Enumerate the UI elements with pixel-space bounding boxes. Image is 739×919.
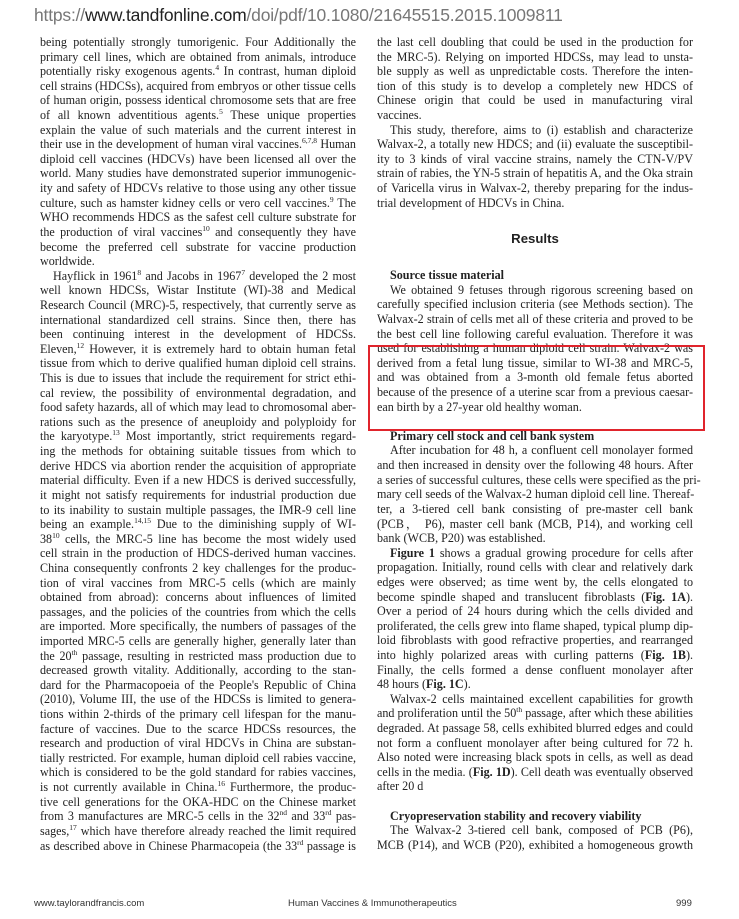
text-line: dard for the Pharmacopoeia of the People's Republic of China bbox=[40, 677, 356, 692]
text-line: obtained from abroad): concerns about influences of limited bbox=[40, 590, 356, 605]
text-line: After incubation for 48 h, a confluent cell monolayer formed bbox=[390, 443, 693, 458]
citation-superscript: 5 bbox=[219, 107, 223, 117]
text-line: of all known adventitious agents.$^5$ These unique properties bbox=[40, 107, 356, 123]
citation-superscript: 12 bbox=[76, 340, 85, 350]
text-line: Finally, the cells formed a dense confluent monolayer after bbox=[377, 662, 693, 677]
text-line: the MRC-5). Relying on imported HDCSs, may lead to unsta- bbox=[377, 49, 693, 64]
citation-superscript: 10 bbox=[202, 223, 210, 233]
figure-reference[interactable]: Fig. 1D bbox=[472, 764, 511, 779]
text-line: degraded. At passage 58, cells exhibited blurred edges and could bbox=[377, 721, 693, 736]
text-line: tion of viral vaccines from MRC-5 cells (which are mainly bbox=[40, 575, 356, 590]
citation-superscript: 7 bbox=[241, 267, 246, 277]
text-line: We obtained 9 fetuses through rigorous screening based on bbox=[390, 282, 693, 297]
text-line: world. Many studies have demonstrated superior immunogenic- bbox=[40, 166, 356, 181]
text-line: derive HDCS via abortion render the acquisition of appropriate bbox=[40, 458, 356, 473]
spacer bbox=[377, 794, 693, 809]
text-line: carefully specified inclusion criteria (see Methods section). The bbox=[377, 297, 693, 312]
text-line: potentially risky exogenous agents.$^4$ In contrast, human diploid bbox=[40, 63, 356, 79]
text-line: to its inability to sustain multiple passages, the IMR-9 cell line bbox=[40, 502, 356, 517]
text-line: a series of successful cultures, these cells were specified as the pri- bbox=[377, 472, 701, 487]
url-host: www.tandfonline.com bbox=[84, 5, 247, 25]
text-line: culture, such as hamster kidney cells or vero cell vaccines.$^9$ The bbox=[40, 194, 357, 210]
text-line: Over a period of 24 hours during which the cells divided and bbox=[377, 604, 693, 619]
text-line: after 20 d bbox=[377, 779, 424, 794]
text-line: This is due to issues that include the requirement for strict ethi- bbox=[40, 371, 356, 386]
text-line: material difficulty. Even if a new HDCS is derived successfully, bbox=[40, 473, 356, 488]
footer-page-number: 999 bbox=[676, 898, 692, 909]
text-line: WHO recommends HDCS as the safest cell culture substrate for bbox=[40, 210, 356, 225]
text-line: strain of rabies, the YN-5 strain of hepatitis A, and the Oka strain bbox=[377, 166, 693, 181]
text-line: tions within 2-thirds of the primary cell lifespan for the manu- bbox=[40, 707, 356, 722]
text-line: primary cell lines, which are obtained from animals, introduce bbox=[40, 49, 356, 64]
citation-superscript: 16 bbox=[217, 779, 225, 789]
text-line: bank (WCB, P20) was established. bbox=[377, 531, 546, 546]
spacer bbox=[377, 254, 693, 269]
text-line: because of the presence of a uterine scar from a previous caesar- bbox=[377, 385, 693, 400]
text-line: being an example.$^{14,15}$ Due to the diminishing supply of WI- bbox=[40, 516, 356, 532]
text-line: cells in the media. (Fig. 1D). Cell death was eventually observed bbox=[377, 764, 693, 779]
text-line: ing the methods for obtaining suitable tissues from which to bbox=[40, 444, 356, 459]
citation-superscript: 6,7,8 bbox=[301, 136, 317, 146]
citation-superscript: 17 bbox=[69, 822, 77, 832]
text-line: (PCB， P6), master cell bank (MCB, P14), and working cell bbox=[377, 516, 693, 531]
text-line: the karyotype.$^{13}$ Most importantly, strict requirements regard- bbox=[40, 428, 356, 444]
citation-superscript: 13 bbox=[112, 428, 120, 438]
text-line: the production of viral vaccines$^{10}$ and consequently they have bbox=[40, 223, 356, 239]
citation-superscript: 10 bbox=[52, 530, 60, 540]
text-line: the last cell doubling that could be used in the production for bbox=[377, 35, 693, 49]
text-line: 48 hours (Fig. 1C). bbox=[377, 677, 471, 692]
text-line: mary cell seeds of the Walvax-2 human diploid cell line. Thereaf- bbox=[377, 487, 695, 502]
text-line: and was obtained from a 3-month old female fetus aborted bbox=[377, 370, 693, 385]
text-line: the best cell line following careful evaluation. Therefore it was bbox=[377, 326, 693, 341]
text-line: being potentially strongly tumorigenic. Four Additionally the bbox=[40, 35, 356, 49]
text-line: are imported. More specifically, the numbers of passages of the bbox=[40, 619, 356, 634]
text-line: as described above in Chinese Pharmacopeia (the 33rd passage is bbox=[40, 837, 356, 853]
text-line: trial development of HDCVs in China. bbox=[377, 195, 565, 210]
text-line: vaccines. bbox=[377, 108, 422, 123]
text-line: which is considered to be the gold standard for rabies vaccines, bbox=[40, 765, 356, 780]
text-line: become spindle shaped and translucent fibroblasts (Fig. 1A). bbox=[377, 589, 693, 604]
text-line: Hayflick in 1961$^8$ and Jacobs in 1967$^7$ developed the 2 most bbox=[53, 267, 356, 283]
text-line: Walvax-2 strain of cells met all of these criteria and proved to be bbox=[377, 311, 693, 326]
text-line: research and production of viral HDCVs in China are substan- bbox=[40, 736, 356, 751]
text-line: and then increased in density over the following 48 hours. After bbox=[377, 458, 693, 473]
text-line: sages,$^{17}$ which have therefore already reached the limit required bbox=[40, 822, 356, 838]
text-line: This study, therefore, aims to (i) establish and characterize bbox=[390, 122, 693, 137]
citation-superscript: 8 bbox=[137, 267, 142, 277]
text-line: tion of this study is to develop a completely new HDCS of bbox=[377, 78, 693, 93]
text-line: Eleven,$^{12}$ However, it is extremely hard to obtain human fetal bbox=[40, 340, 356, 356]
spacer bbox=[377, 210, 693, 225]
text-line: ity and safety of HDCVs relative to those using any other tissue bbox=[40, 181, 356, 196]
text-line: well known HDCSs, Wistar Institute (WI)-38 and Medical bbox=[40, 283, 356, 298]
section-heading-results: Results bbox=[511, 230, 559, 246]
text-line: imported MRC-5 cells are generally higher, generally later than bbox=[40, 633, 356, 648]
subsection-title: Cryopreservation stability and recovery viability bbox=[390, 808, 642, 823]
left-column bbox=[40, 35, 356, 853]
figure-reference[interactable]: Fig. 1B bbox=[644, 647, 686, 662]
text-line: ter, a 3-tiered cell bank consisting of pre-master cell bank bbox=[377, 501, 693, 516]
text-line: (2010), Volume III, the use of the HDCSs is limited to genera- bbox=[40, 692, 356, 707]
text-line: MCB (P14), and WCB (P20), exhibited a homogeneous growth bbox=[377, 837, 693, 852]
text-line: been continuing interest in the development of HDCSs. bbox=[40, 327, 356, 342]
footer-website[interactable]: www.taylorandfrancis.com bbox=[34, 898, 145, 909]
text-line: Chinese origin that could be used in manufacturing viral bbox=[377, 93, 693, 108]
text-line: Also noted were increasing black spots in cells, as well as dead bbox=[377, 750, 693, 765]
figure-reference[interactable]: Fig. 1C bbox=[426, 677, 464, 692]
citation-superscript: th bbox=[516, 705, 523, 715]
spacer bbox=[377, 414, 693, 429]
text-line: it might not satisfy requirements for industrial production due bbox=[40, 487, 356, 502]
text-line: ean birth by a 27-year old healthy woman. bbox=[377, 399, 582, 414]
text-line: China consequently confronts 2 key challenges for the produc- bbox=[40, 560, 356, 575]
text-line: worldwide. bbox=[40, 254, 95, 269]
url-path: /doi/pdf/10.1080/21645515.2015.1009811 bbox=[246, 5, 563, 25]
text-line: cell strains (HDCSs), acquired from embryos or other tissue cells bbox=[40, 78, 356, 93]
text-line: Research Council (MRC)-5, respectively, that currently serve as bbox=[40, 297, 356, 312]
subsection-title: Source tissue material bbox=[390, 268, 504, 283]
text-line: tive cell generations for the OKA-HDC on the Chinese market bbox=[40, 794, 356, 809]
footer-journal: Human Vaccines & Immunotherapeutics bbox=[288, 898, 457, 909]
browser-url-bar[interactable] bbox=[34, 5, 563, 26]
text-line: proliferated, the cells grew into flame shaped, typical plump dip- bbox=[377, 618, 693, 633]
text-line: passages, and the policies of the countries from which the cells bbox=[40, 604, 356, 619]
text-line: edges were observed; as time went by, the cells elongated to bbox=[377, 574, 693, 589]
text-line: into highly polarized areas with curling patterns (Fig. 1B). bbox=[377, 647, 693, 662]
spacer bbox=[377, 247, 693, 254]
citation-superscript: 14,15 bbox=[134, 516, 151, 526]
text-line: propagation. Initially, round cells with clear and relatively dark bbox=[377, 560, 693, 575]
text-line: is not currently available in China.$^{16}$ Furthermore, the produc- bbox=[40, 779, 356, 795]
citation-superscript: 4 bbox=[215, 63, 220, 73]
text-line: from 3 manufactures are MRC-5 cells in the 32nd and 33rd pas- bbox=[40, 808, 357, 824]
text-line: not form a confluent monolayer after being cultured for 72 h. bbox=[377, 735, 693, 750]
citation-superscript: th bbox=[71, 647, 78, 657]
text-line: used for establishing a human diploid cell strain. Walvax-2 was bbox=[377, 341, 693, 356]
citation-superscript: 9 bbox=[329, 194, 334, 204]
text-line: cal review, the possibility of environmental degradation, and bbox=[40, 385, 356, 400]
figure-reference[interactable]: Fig. 1A bbox=[645, 589, 686, 604]
text-line: and proliferation until the 50th passage, after which these abilities bbox=[377, 705, 693, 721]
text-line: facture of vaccines. Due to the scarce HDCSs resources, the bbox=[40, 721, 356, 736]
text-line: derived from a fetal lung tissue, similar to WI-38 and MRC-5, bbox=[377, 355, 693, 370]
url-prefix: https:// bbox=[34, 5, 85, 25]
citation-superscript: rd bbox=[297, 837, 304, 847]
text-line: their use in the development of human viral vaccines.$^{6,7,8}$ Human bbox=[40, 136, 356, 152]
text-line: diploid cell vaccines (HDCVs) have been licensed all over the bbox=[40, 151, 356, 166]
text-line: $38^{10}$ cells, the MRC-5 line has become the most widely used bbox=[40, 530, 356, 546]
text-line: rations such as the presence of aneuploidy and polyploidy for bbox=[40, 414, 356, 429]
text-line: Walvax-2, a totally new HDCS; and (ii) evaluate the susceptibil- bbox=[377, 137, 693, 152]
text-line: Walvax-2 cells maintained excellent capabilities for growth bbox=[390, 691, 693, 706]
figure-reference[interactable]: Figure 1 bbox=[390, 545, 435, 560]
text-line: ity to 3 kinds of viral vaccine strains, namely the CTN-V/PV bbox=[377, 151, 693, 166]
text-line: loid fibroblasts with good refractive properties, and rearranged bbox=[377, 633, 693, 648]
text-line: cell strain in the production of HDCS-derived human vaccines. bbox=[40, 546, 356, 561]
subsection-title: Primary cell stock and cell bank system bbox=[390, 428, 595, 443]
citation-superscript: rd bbox=[325, 808, 332, 818]
text-line: The Walvax-2 3-tiered cell bank, composed of PCB (P6), bbox=[390, 823, 693, 838]
text-line: international standardized cell strains. Since then, there has bbox=[40, 312, 356, 327]
text-line: food safety hazards, all of which may lead to chromosomal aber- bbox=[40, 400, 356, 415]
text-line: become the preferred cell substrate for vaccine production bbox=[40, 239, 356, 254]
citation-superscript: nd bbox=[279, 808, 288, 818]
text-line: tissue from which to derive qualified human diploid cell strains. bbox=[40, 356, 356, 371]
right-column bbox=[377, 35, 701, 853]
text-line: decreased growth vitality. Additionally, according to the stan- bbox=[40, 663, 356, 678]
text-line: the 20th passage, resulting in restricted mass production due to bbox=[40, 647, 356, 663]
text-line: explain the value of such materials and the current interest in bbox=[40, 122, 356, 137]
text-line: Figure 1 shows a gradual growing procedure for cells after bbox=[390, 545, 693, 560]
text-line: of Varicella virus in Walvax-2, thereby preparing for the indus- bbox=[377, 181, 693, 196]
text-line: tially restricted. For example, human diploid cell rabies vaccine, bbox=[40, 750, 356, 765]
text-line: of human origin, possess identical chromosome sets that are free bbox=[40, 93, 356, 108]
text-line: ble supply as well as unpredictable costs. Therefore the inten- bbox=[377, 64, 693, 79]
